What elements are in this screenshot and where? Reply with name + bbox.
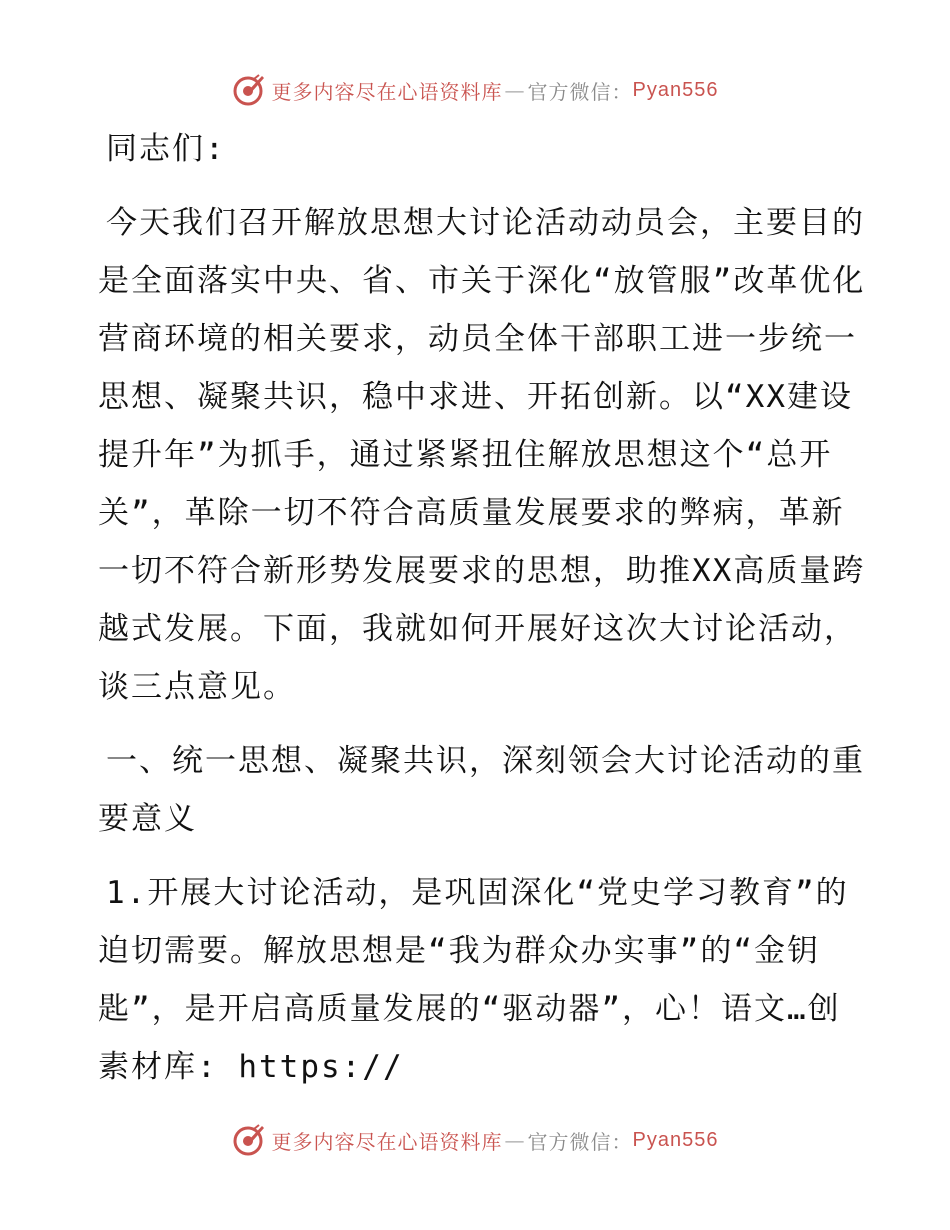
watermark-wechat-id: Pyan556	[632, 1128, 719, 1151]
quill-pen-circle-icon	[232, 1123, 266, 1157]
greeting: 同志们:	[106, 131, 226, 167]
document-body	[98, 120, 868, 1096]
watermark-wechat-label: 官方微信：	[527, 1129, 633, 1154]
watermark-site-text: 更多内容尽在心语资料库	[271, 1129, 503, 1154]
watermark-wechat-id: Pyan556	[632, 78, 719, 101]
watermark-site-text: 更多内容尽在心语资料库	[271, 79, 503, 104]
watermark-header	[0, 70, 950, 110]
watermark-footer	[0, 1120, 950, 1160]
watermark-dash: —	[504, 78, 526, 102]
quill-pen-circle-icon	[232, 73, 266, 107]
paragraph-point-1: 1.开展大讨论活动，是巩固深化“党史学习教育”的迫切需要。解放思想是“我为群众办实事”的“金钥匙”，是开启高质量发展的“驱动器”，心！语文…创素材库: https://	[98, 875, 849, 1085]
watermark-dash: —	[504, 1128, 526, 1152]
watermark-wechat-label: 官方微信：	[527, 79, 633, 104]
paragraph-intro: 今天我们召开解放思想大讨论活动动员会，主要目的是全面落实中央、省、市关于深化“放管服”改革优化营商环境的相关要求，动员全体干部职工进一步统一思想、凝聚共识，稳中求进、开拓创新。以“XX建设提升年”为抓手，通过紧紧扭住解放思想这个“总开关”，革除一切不符合高质量发展要求的弊病，革新一切不符合新形势发展要求的思想，助推XX高质量跨越式发展。下面，我就如何开展好这次大讨论活动，谈三点意见。	[98, 205, 866, 705]
section-heading-1: 一、统一思想、凝聚共识，深刻领会大讨论活动的重要意义	[98, 743, 865, 837]
